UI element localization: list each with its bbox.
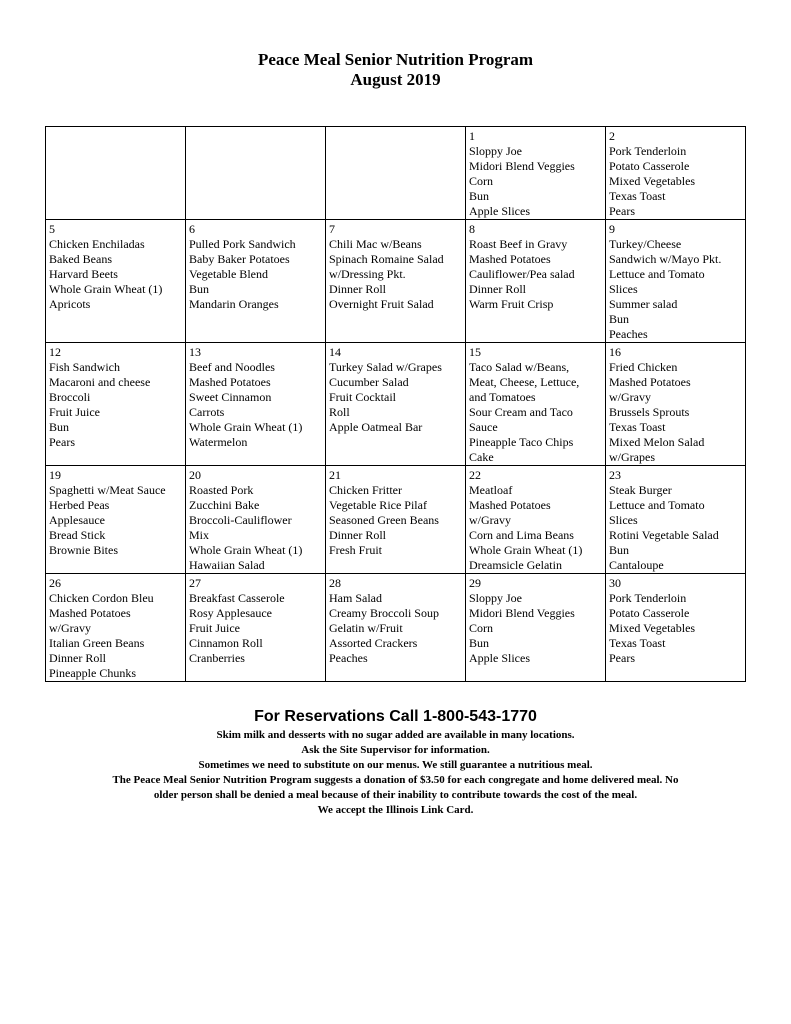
day-number: 12 — [49, 345, 61, 359]
menu-item: Chicken Cordon Bleu — [49, 591, 154, 605]
menu-item: Brownie Bites — [49, 543, 118, 557]
menu-calendar — [45, 126, 746, 682]
menu-item: Mixed Melon Salad — [609, 435, 705, 449]
calendar-day-cell — [186, 220, 326, 343]
menu-item: Pears — [609, 204, 635, 218]
menu-item: Fresh Fruit — [329, 543, 383, 557]
menu-item: Vegetable Blend — [189, 267, 268, 281]
menu-item: Dinner Roll — [469, 282, 526, 296]
calendar-day-cell — [46, 343, 186, 466]
calendar-week-row — [46, 466, 746, 574]
menu-item: Mashed Potatoes — [49, 606, 131, 620]
reservations-line: For Reservations Call 1-800-543-1770 — [254, 708, 537, 725]
day-number: 14 — [329, 345, 341, 359]
menu-item: Chicken Enchiladas — [49, 237, 145, 251]
menu-item: Cake — [469, 450, 494, 464]
menu-item: Apple Slices — [469, 204, 530, 218]
menu-item: Creamy Broccoli Soup — [329, 606, 439, 620]
menu-item: Chicken Fritter — [329, 483, 402, 497]
menu-item: Fruit Juice — [189, 621, 240, 635]
menu-item: and Tomatoes — [469, 390, 536, 404]
menu-item: Dreamsicle Gelatin — [469, 558, 562, 572]
menu-item: Turkey Salad w/Grapes — [329, 360, 442, 374]
day-number: 19 — [49, 468, 61, 482]
calendar-day-cell — [606, 220, 746, 343]
calendar-day-cell — [186, 574, 326, 682]
calendar-day-cell — [46, 127, 186, 220]
menu-item: Carrots — [189, 405, 225, 419]
menu-item: Broccoli-Cauliflower — [189, 513, 292, 527]
calendar-day-cell — [326, 220, 466, 343]
menu-item: Roast Beef in Gravy — [469, 237, 568, 251]
menu-item: Mixed Vegetables — [609, 174, 696, 188]
menu-item: Pineapple Taco Chips — [469, 435, 574, 449]
month-title: August 2019 — [350, 70, 441, 89]
menu-item: Meatloaf — [469, 483, 513, 497]
menu-item: Zucchini Bake — [189, 498, 260, 512]
menu-item: Taco Salad w/Beans, — [469, 360, 570, 374]
day-number: 26 — [49, 576, 61, 590]
menu-item: Cauliflower/Pea salad — [469, 267, 575, 281]
menu-item: Pears — [609, 651, 635, 665]
menu-item: Texas Toast — [609, 636, 666, 650]
calendar-day-cell — [466, 220, 606, 343]
calendar-day-cell — [326, 127, 466, 220]
menu-item: Hawaiian Salad — [189, 558, 265, 572]
calendar-day-cell — [46, 220, 186, 343]
menu-item: Midori Blend Veggies — [469, 159, 575, 173]
menu-item: Corn — [469, 621, 493, 635]
menu-item: Vegetable Rice Pilaf — [329, 498, 427, 512]
day-number: 16 — [609, 345, 621, 359]
menu-item: Lettuce and Tomato — [609, 498, 705, 512]
day-number: 8 — [469, 222, 475, 236]
menu-item: Herbed Peas — [49, 498, 110, 512]
menu-item: Texas Toast — [609, 420, 666, 434]
footer-note: older person shall be denied a meal because of their inability to contribute towards the cost of the meal. — [153, 789, 638, 801]
menu-item: Sloppy Joe — [469, 144, 523, 158]
menu-item: Potato Casserole — [609, 606, 690, 620]
menu-item: Dinner Roll — [329, 282, 386, 296]
menu-item: Harvard Beets — [49, 267, 118, 281]
menu-item: Breakfast Casserole — [189, 591, 285, 605]
menu-item: Slices — [609, 282, 638, 296]
page-header — [0, 50, 791, 90]
calendar-week-row — [46, 220, 746, 343]
menu-item: Fried Chicken — [609, 360, 678, 374]
day-number: 28 — [329, 576, 341, 590]
menu-item: Potato Casserole — [609, 159, 690, 173]
footer-note: Sometimes we need to substitute on our menus. We still guarantee a nutritious meal. — [198, 759, 593, 771]
menu-item: Pineapple Chunks — [49, 666, 136, 680]
menu-item: Summer salad — [609, 297, 678, 311]
day-number: 29 — [469, 576, 481, 590]
menu-item: Whole Grain Wheat (1) — [469, 543, 583, 557]
calendar-day-cell — [606, 343, 746, 466]
day-number: 22 — [469, 468, 481, 482]
menu-item: w/Grapes — [609, 450, 655, 464]
menu-item: Steak Burger — [609, 483, 672, 497]
day-number: 6 — [189, 222, 195, 236]
menu-item: Broccoli — [49, 390, 91, 404]
footer-note: Skim milk and desserts with no sugar added are available in many locations. — [216, 729, 575, 741]
day-number: 20 — [189, 468, 201, 482]
menu-item: Fish Sandwich — [49, 360, 121, 374]
menu-item: Dinner Roll — [329, 528, 386, 542]
menu-item: Rotini Vegetable Salad — [609, 528, 719, 542]
menu-item: Apple Slices — [469, 651, 530, 665]
day-number: 13 — [189, 345, 201, 359]
menu-item: Whole Grain Wheat (1) — [49, 282, 163, 296]
menu-item: Mandarin Oranges — [189, 297, 279, 311]
footer-note: We accept the Illinois Link Card. — [317, 804, 474, 816]
day-number: 21 — [329, 468, 341, 482]
menu-item: Lettuce and Tomato — [609, 267, 705, 281]
menu-item: Peaches — [329, 651, 368, 665]
menu-item: Midori Blend Veggies — [469, 606, 575, 620]
calendar-day-cell — [46, 466, 186, 574]
menu-item: Mashed Potatoes — [469, 252, 551, 266]
menu-item: w/Gravy — [609, 390, 651, 404]
calendar-day-cell — [466, 466, 606, 574]
menu-item: Mashed Potatoes — [469, 498, 551, 512]
menu-item: Applesauce — [49, 513, 105, 527]
calendar-day-cell — [606, 466, 746, 574]
menu-item: Bun — [469, 636, 490, 650]
footer-note: The Peace Meal Senior Nutrition Program suggests a donation of $3.50 for each congregate and home delivered meal. No — [112, 774, 679, 786]
menu-item: w/Dressing Pkt. — [329, 267, 406, 281]
menu-item: Texas Toast — [609, 189, 666, 203]
menu-item: Bun — [469, 189, 490, 203]
menu-item: Spaghetti w/Meat Sauce — [49, 483, 166, 497]
menu-item: Beef and Noodles — [189, 360, 275, 374]
menu-item: Sour Cream and Taco — [469, 405, 573, 419]
calendar-week-row — [46, 343, 746, 466]
menu-item: Roasted Pork — [189, 483, 254, 497]
menu-item: Cinnamon Roll — [189, 636, 263, 650]
menu-item: Peaches — [609, 327, 648, 341]
calendar-day-cell — [326, 574, 466, 682]
menu-item: Corn and Lima Beans — [469, 528, 574, 542]
calendar-week-row — [46, 574, 746, 682]
menu-item: Mixed Vegetables — [609, 621, 696, 635]
menu-item: Sloppy Joe — [469, 591, 523, 605]
calendar-day-cell — [606, 574, 746, 682]
menu-item: Meat, Cheese, Lettuce, — [469, 375, 580, 389]
menu-item: Seasoned Green Beans — [329, 513, 439, 527]
menu-item: Ham Salad — [329, 591, 382, 605]
menu-item: Sauce — [469, 420, 498, 434]
menu-item: Watermelon — [189, 435, 248, 449]
day-number: 9 — [609, 222, 615, 236]
menu-item: Dinner Roll — [49, 651, 106, 665]
footer-note: Ask the Site Supervisor for information. — [301, 744, 490, 756]
menu-item: Cantaloupe — [609, 558, 664, 572]
menu-item: Bun — [609, 312, 630, 326]
menu-item: Chili Mac w/Beans — [329, 237, 422, 251]
menu-item: Overnight Fruit Salad — [329, 297, 434, 311]
menu-item: Cucumber Salad — [329, 375, 409, 389]
menu-item: Bun — [609, 543, 630, 557]
menu-item: Apricots — [49, 297, 91, 311]
calendar-day-cell — [466, 127, 606, 220]
menu-item: Bread Stick — [49, 528, 106, 542]
menu-item: Sweet Cinnamon — [189, 390, 272, 404]
menu-item: Sandwich w/Mayo Pkt. — [609, 252, 722, 266]
menu-item: Bun — [49, 420, 70, 434]
calendar-day-cell — [46, 574, 186, 682]
menu-item: Cranberries — [189, 651, 245, 665]
calendar-day-cell — [186, 127, 326, 220]
day-number: 7 — [329, 222, 335, 236]
day-number: 23 — [609, 468, 621, 482]
menu-item: Whole Grain Wheat (1) — [189, 420, 303, 434]
menu-item: w/Gravy — [469, 513, 511, 527]
menu-item: Turkey/Cheese — [609, 237, 682, 251]
menu-item: Slices — [609, 513, 638, 527]
menu-item: Fruit Juice — [49, 405, 100, 419]
menu-item: Pork Tenderloin — [609, 144, 687, 158]
day-number: 15 — [469, 345, 481, 359]
calendar-day-cell — [466, 574, 606, 682]
menu-item: Whole Grain Wheat (1) — [189, 543, 303, 557]
menu-item: Macaroni and cheese — [49, 375, 151, 389]
menu-item: Italian Green Beans — [49, 636, 145, 650]
menu-item: Mashed Potatoes — [189, 375, 271, 389]
day-number: 30 — [609, 576, 621, 590]
menu-item: Baked Beans — [49, 252, 112, 266]
menu-item: Gelatin w/Fruit — [329, 621, 403, 635]
calendar-day-cell — [606, 127, 746, 220]
menu-item: Assorted Crackers — [329, 636, 418, 650]
day-number: 27 — [189, 576, 201, 590]
menu-item: Baby Baker Potatoes — [189, 252, 290, 266]
menu-item: Bun — [189, 282, 210, 296]
menu-item: Brussels Sprouts — [609, 405, 690, 419]
menu-item: Fruit Cocktail — [329, 390, 396, 404]
menu-item: Apple Oatmeal Bar — [329, 420, 423, 434]
calendar-day-cell — [326, 466, 466, 574]
menu-item: Roll — [329, 405, 350, 419]
day-number: 2 — [609, 129, 615, 143]
calendar-day-cell — [466, 343, 606, 466]
calendar-week-row — [46, 127, 746, 220]
menu-item: Pears — [49, 435, 75, 449]
menu-item: Corn — [469, 174, 493, 188]
menu-item: Warm Fruit Crisp — [469, 297, 554, 311]
program-title: Peace Meal Senior Nutrition Program — [257, 50, 534, 69]
page-footer — [0, 706, 791, 818]
calendar-day-cell — [186, 343, 326, 466]
day-number: 5 — [49, 222, 55, 236]
menu-item: Spinach Romaine Salad — [329, 252, 444, 266]
menu-item: Rosy Applesauce — [189, 606, 272, 620]
menu-item: Mix — [189, 528, 210, 542]
menu-item: w/Gravy — [49, 621, 91, 635]
menu-item: Pulled Pork Sandwich — [189, 237, 296, 251]
day-number: 1 — [469, 129, 475, 143]
calendar-day-cell — [326, 343, 466, 466]
menu-item: Mashed Potatoes — [609, 375, 691, 389]
menu-item: Pork Tenderloin — [609, 591, 687, 605]
calendar-day-cell — [186, 466, 326, 574]
